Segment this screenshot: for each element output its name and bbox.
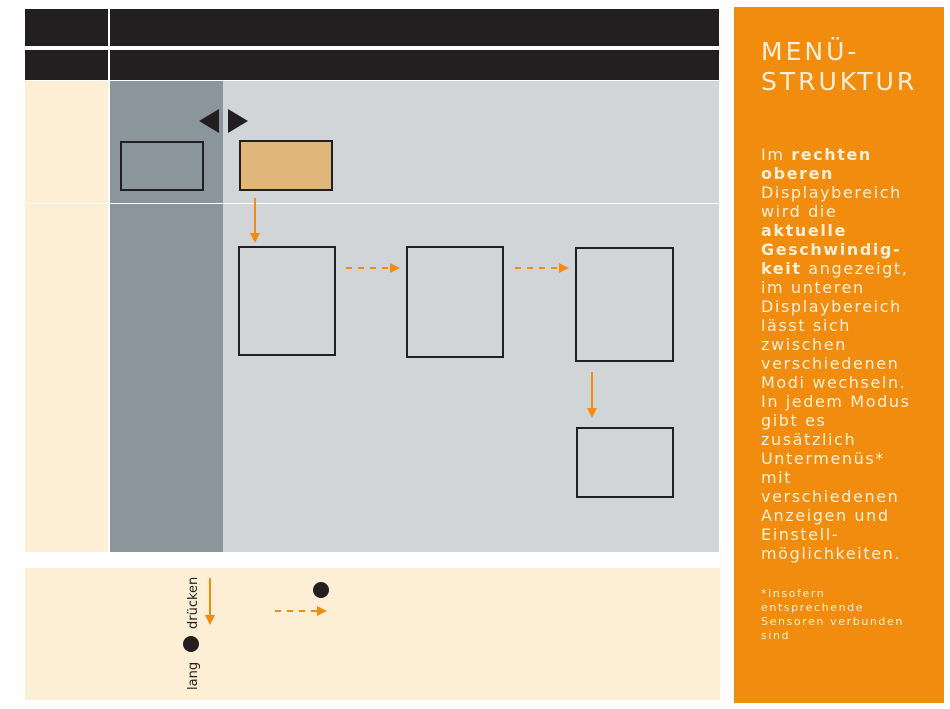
desc-bold-1: rechten oberen: [761, 145, 872, 183]
arrow-dashed-2: [515, 263, 569, 273]
desc-part-3: angezeigt, im unteren Displaybereich lässt sich zwischen verschiedenen Modi wechseln. In jedem Modus gibt es zusätzlich Untermenüs* mit verschiedenen Anzeigen und Einstell-möglichkeiten.: [761, 259, 911, 563]
legend-arrow-dashed: [275, 606, 327, 616]
arrow-down-submenu: [587, 372, 597, 418]
panel-title-line2: STRUKTUR: [761, 67, 918, 96]
arrow-down-long-press: [250, 198, 260, 243]
panel-title-line1: MENÜ-: [761, 37, 860, 66]
panel-footnote: *insofern entsprechende Sensoren verbunden sind: [761, 587, 904, 642]
button-dot-icon-short: [313, 582, 329, 598]
legend-word-druecken: [186, 577, 201, 629]
arrow-dashed-1: [346, 263, 400, 273]
panel-title: [761, 37, 920, 97]
desc-part-2: Displaybereich wird die: [761, 183, 902, 221]
legend-word-lang-rot: [186, 662, 201, 690]
info-panel: [734, 7, 944, 703]
legend-lang-text: lang: [186, 661, 201, 690]
legend-arrow-down: [205, 578, 215, 625]
legend-druecken-text: drücken: [186, 576, 201, 629]
legend-panel: [25, 568, 720, 700]
button-dot-icon: [183, 636, 199, 652]
desc-part-1: Im: [761, 145, 792, 164]
desc-bold-2: aktuelle Geschwindig-keit: [761, 221, 902, 278]
panel-description: [761, 145, 920, 563]
